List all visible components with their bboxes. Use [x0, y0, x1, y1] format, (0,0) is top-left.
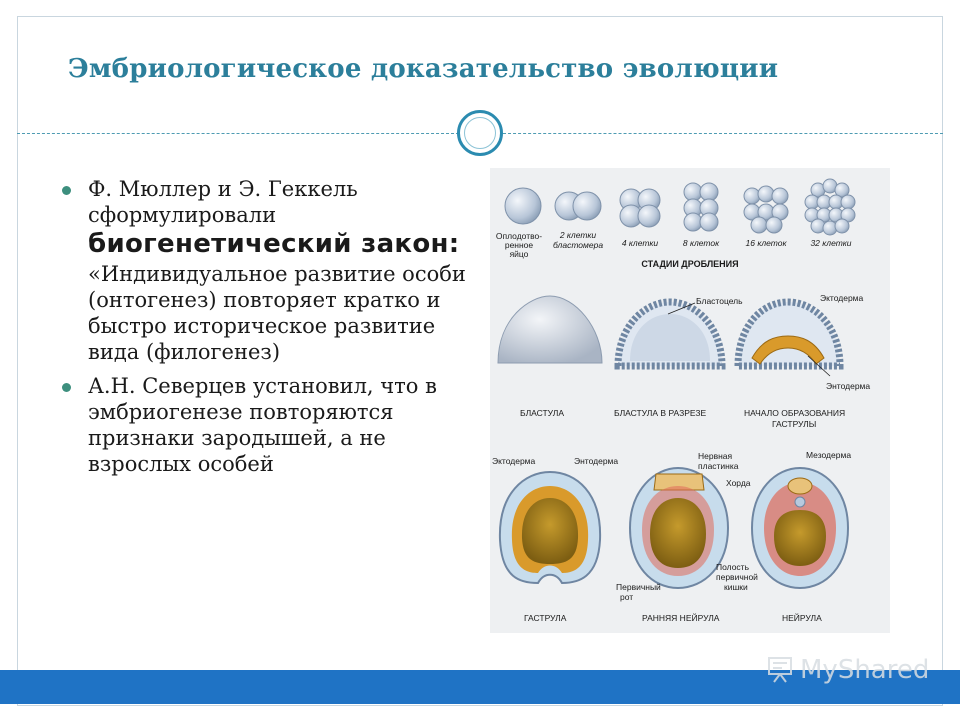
- eight-cell-shape: [684, 183, 718, 231]
- blastula-stages: [498, 293, 870, 429]
- label-gut-cavity-2: первичной: [716, 572, 758, 582]
- sixteen-cell-shape: [744, 186, 788, 233]
- divider-line-left: [17, 133, 459, 134]
- notochord-shape: [795, 497, 805, 507]
- label-blastocoel: Бластоцель: [696, 296, 743, 306]
- label-ectoderm-bottom: Эктодерма: [492, 456, 536, 466]
- label-gut-cavity-1: Полость: [716, 562, 750, 572]
- bullet-item: [62, 176, 472, 365]
- bullet-emphasis-text: биогенетический закон:: [88, 229, 460, 259]
- label-endoderm-bottom: Энтодерма: [574, 456, 619, 466]
- bullet-dot-icon: [62, 383, 71, 392]
- label-gut-cavity-3: кишки: [724, 582, 748, 592]
- neural-tube-shape: [788, 478, 812, 494]
- divider-circle-icon: [457, 110, 503, 156]
- cleavage-stages: [496, 179, 855, 269]
- embryo-figure-svg: [490, 168, 890, 633]
- caption-neurula: НЕЙРУЛА: [782, 613, 822, 623]
- label-four-cells: 4 клетки: [621, 238, 659, 248]
- label-zygote-2: ренное: [504, 240, 534, 250]
- watermark-text: MyShared: [800, 655, 930, 685]
- caption-gastrulation-start-1: НАЧАЛО ОБРАЗОВАНИЯ: [744, 408, 846, 418]
- label-eight-cells: 8 клеток: [682, 238, 720, 248]
- label-two-cells-2: бластомера: [552, 240, 604, 250]
- label-mesoderm: Мезодерма: [806, 450, 852, 460]
- label-neural-plate-2: пластинка: [698, 461, 739, 471]
- early-neurula-shape: [630, 468, 728, 588]
- bullet-item: [62, 373, 472, 477]
- slide-title: Эмбриологическое доказательство эволюции: [68, 54, 779, 84]
- gastrula-start-shape: [738, 302, 840, 366]
- zygote-shape: [505, 188, 541, 224]
- divider-line-right: [503, 133, 943, 134]
- gastrula-shape: [500, 472, 600, 583]
- embryo-development-figure: [490, 168, 890, 633]
- bullet-dot-icon: [62, 186, 71, 195]
- bullet-body-text: «Индивидуальное развитие особи (онтогенез) повторяет кратко и быстро историческое развитие вида (филогенез): [88, 262, 466, 364]
- label-zygote-3: яйцо: [509, 249, 529, 259]
- watermark: [766, 655, 929, 685]
- label-neural-plate-1: Нервная: [698, 451, 733, 461]
- label-two-cells-1: 2 клетки: [559, 230, 597, 240]
- label-thirty-two-cells: 32 клетки: [810, 238, 852, 248]
- label-notochord: Хорда: [726, 478, 751, 488]
- four-cell-shape: [620, 189, 660, 227]
- bullet-body-text: А.Н. Северцев установил, что в эмбриогенезе повторяются признаки зародышей, а не взрослых особей: [88, 374, 437, 476]
- label-zygote-1: Оплодотво-: [495, 231, 543, 241]
- presentation-icon: [766, 656, 796, 684]
- two-cell-shape: [555, 192, 601, 220]
- label-endoderm-top: Энтодерма: [826, 381, 871, 391]
- bullet-list: [62, 176, 472, 485]
- neurula-stages: [492, 450, 851, 623]
- neurula-shape: [752, 468, 848, 588]
- label-sixteen-cells: 16 клеток: [745, 238, 787, 248]
- caption-blastula: БЛАСТУЛА: [520, 408, 565, 418]
- caption-cleavage-stages: СТАДИИ ДРОБЛЕНИЯ: [641, 259, 739, 269]
- label-blastopore-1: Первичный: [616, 582, 661, 592]
- caption-blastula-section: БЛАСТУЛА В РАЗРЕЗЕ: [614, 408, 707, 418]
- label-blastopore-2: рот: [620, 592, 634, 602]
- blastula-shape: [498, 296, 602, 363]
- label-ectoderm-top: Эктодерма: [820, 293, 864, 303]
- caption-early-neurula: РАННЯЯ НЕЙРУЛА: [642, 613, 720, 623]
- bullet-lead-text: Ф. Мюллер и Э. Геккель сформулировали: [88, 177, 358, 227]
- blastula-section-shape: [618, 302, 722, 366]
- caption-gastrula: ГАСТРУЛА: [524, 613, 567, 623]
- caption-gastrulation-start-2: ГАСТРУЛЫ: [772, 419, 817, 429]
- thirty-two-cell-shape: [805, 179, 855, 235]
